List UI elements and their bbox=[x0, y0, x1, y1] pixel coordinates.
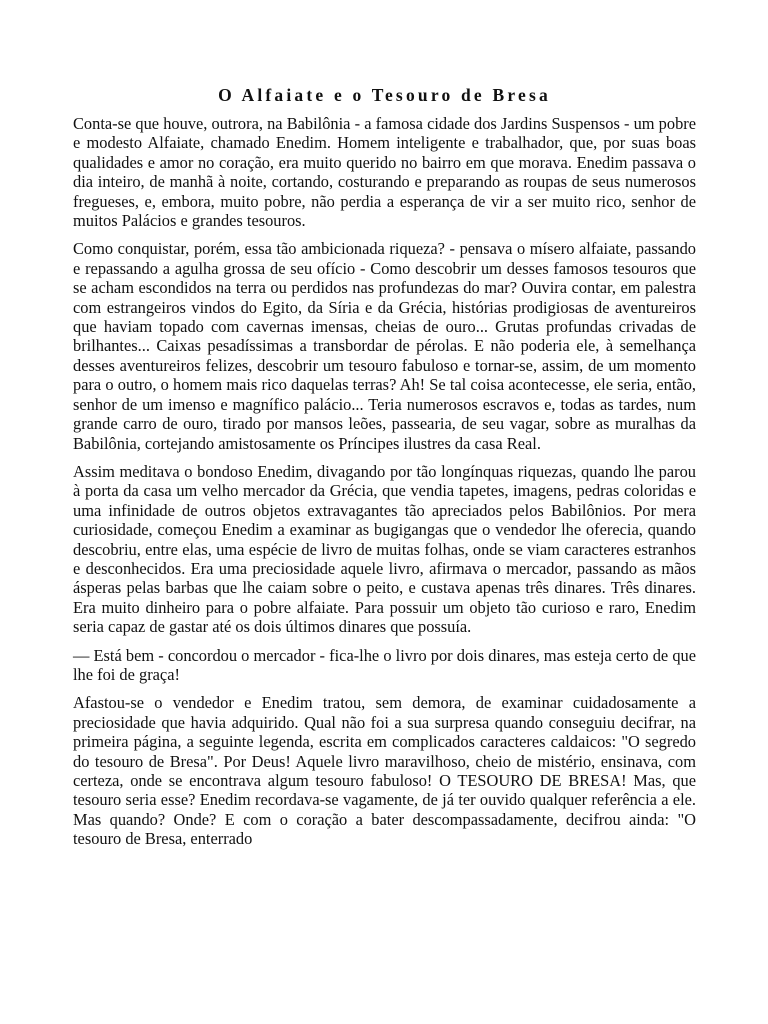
paragraph-2: Como conquistar, porém, essa tão ambicionada riqueza? - pensava o mísero alfaiate, passando e repassando a agulha grossa de seu ofício - Como descobrir um desses famosos tesouros que se acham escondidos na terra ou perdidos nas profundezas do mar? Ouvira contar, em palestra com estrangeiros vindos do Egito, da Síria e da Grécia, histórias prodigiosas de aventureiros que haviam topado com cavernas imensas, cheias de ouro... Grutas profundas crivadas de brilhantes... Caixas pesadíssimas a transbordar de pérolas. E não poderia ele, à semelhança desses aventureiros felizes, descobrir um tesouro fabuloso e tornar-se, assim, de um momento para o outro, o homem mais rico daquelas terras? Ah! Se tal coisa acontecesse, ele seria, então, senhor de um imenso e magnífico palácio... Teria numerosos escravos e, todas as tardes, num grande carro de ouro, tirado por mansos leões, passearia, de seu vagar, sobre as muralhas da Babilônia, cortejando amistosamente os Príncipes ilustres da casa Real. bbox=[73, 239, 696, 453]
document-title: O Alfaiate e o Tesouro de Bresa bbox=[218, 85, 551, 105]
document-page bbox=[73, 84, 696, 858]
paragraph-1: Conta-se que houve, outrora, na Babilônia - a famosa cidade dos Jardins Suspensos - um pobre e modesto Alfaiate, chamado Enedim. Homem inteligente e trabalhador, que, por suas boas qualidades e amor no coração, era muito querido no bairro em que morava. Enedim passava o dia inteiro, de manhã à noite, cortando, costurando e preparando as roupas de seus numerosos fregueses, e, embora, muito pobre, não perdia a esperança de vir a ser muito rico, senhor de muitos Palácios e grandes tesouros. bbox=[73, 114, 696, 231]
paragraph-5: Afastou-se o vendedor e Enedim tratou, sem demora, de examinar cuidadosamente a preciosidade que havia adquirido. Qual não foi a sua surpresa quando conseguiu decifrar, na primeira página, a seguinte legenda, escrita em complicados caracteres caldaicos: "O segredo do tesouro de Bresa". Por Deus! Aquele livro maravilhoso, cheio de mistério, ensinava, com certeza, onde se encontrava algum tesouro fabuloso! O TESOURO DE BRESA! Mas, que tesouro seria esse? Enedim recordava-se vagamente, de já ter ouvido qualquer referência a ele. Mas quando? Onde? E com o coração a bater descompassadamente, decifrou ainda: "O tesouro de Bresa, enterrado bbox=[73, 693, 696, 849]
paragraph-4-dialogue: — Está bem - concordou o mercador - fica-lhe o livro por dois dinares, mas esteja certo de que lhe foi de graça! bbox=[73, 645, 696, 684]
paragraph-3: Assim meditava o bondoso Enedim, divagando por tão longínquas riquezas, quando lhe parou à porta da casa um velho mercador da Grécia, que vendia tapetes, imagens, pedras coloridas e uma infinidade de outros objetos extravagantes tão apreciados pelos Babilônios. Por mera curiosidade, começou Enedim a examinar as bugigangas que o vendedor lhe oferecia, quando descobriu, entre elas, uma espécie de livro de muitas folhas, onde se viam caracteres estranhos e desconhecidos. Era uma preciosidade aquele livro, afirmava o mercador, passando as mãos ásperas pelas barbas que lhe caiam sobre o peito, e custava apenas três dinares. Três dinares. Era muito dinheiro para o pobre alfaiate. Para possuir um objeto tão curioso e raro, Enedim seria capaz de gastar até os dois últimos dinares que possuía. bbox=[73, 461, 696, 637]
